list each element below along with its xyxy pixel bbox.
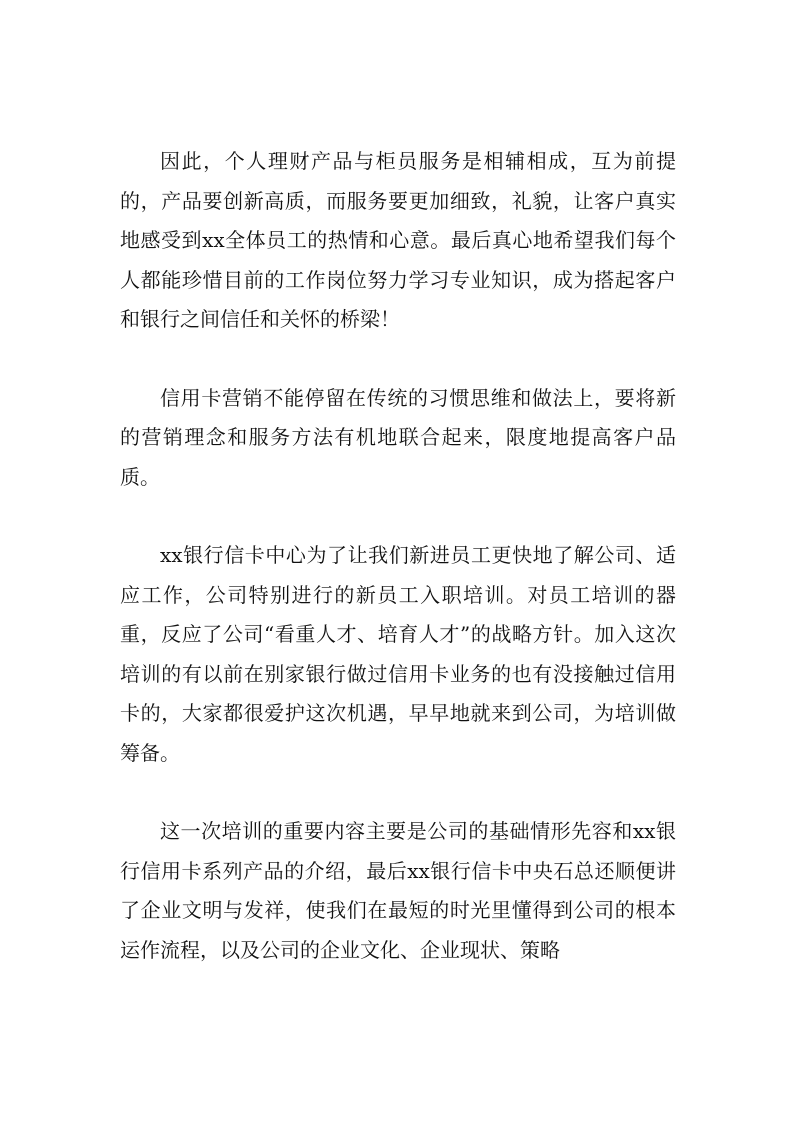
paragraph-4: 这一次培训的重要内容主要是公司的基础情形先容和xx银行信用卡系列产品的介绍，最后xx银行信卡中央石总还顺便讲了企业文明与发祥，使我们在最短的时光里懂得到公司的根本运作流程，以及公司的企业文化、企业现状、策略 bbox=[120, 819, 676, 962]
paragraph-1: 因此，个人理财产品与柜员服务是相辅相成，互为前提的，产品要创新高质，而服务要更加细致，礼貌，让客户真实地感受到xx全体员工的热情和心意。最后真心地希望我们每个人都能珍惜目前的工作岗位努力学习专业知识，成为搭起客户和银行之间信任和关怀的桥梁！ bbox=[120, 149, 676, 331]
document-body bbox=[120, 142, 676, 970]
paragraph-2: 信用卡营销不能停留在传统的习惯思维和做法上，要将新的营销理念和服务方法有机地联合起来，限度地提高客户品质。 bbox=[120, 385, 676, 489]
paragraph-3: xx银行信卡中心为了让我们新进员工更快地了解公司、适应工作，公司特别进行的新员工入职培训。对员工培训的器重，反应了公司“看重人才、培育人才”的战略方针。加入这次培训的有以前在别家银行做过信用卡业务的也有没接触过信用卡的，大家都很爱护这次机遇，早早地就来到公司，为培训做筹备。 bbox=[120, 543, 676, 765]
